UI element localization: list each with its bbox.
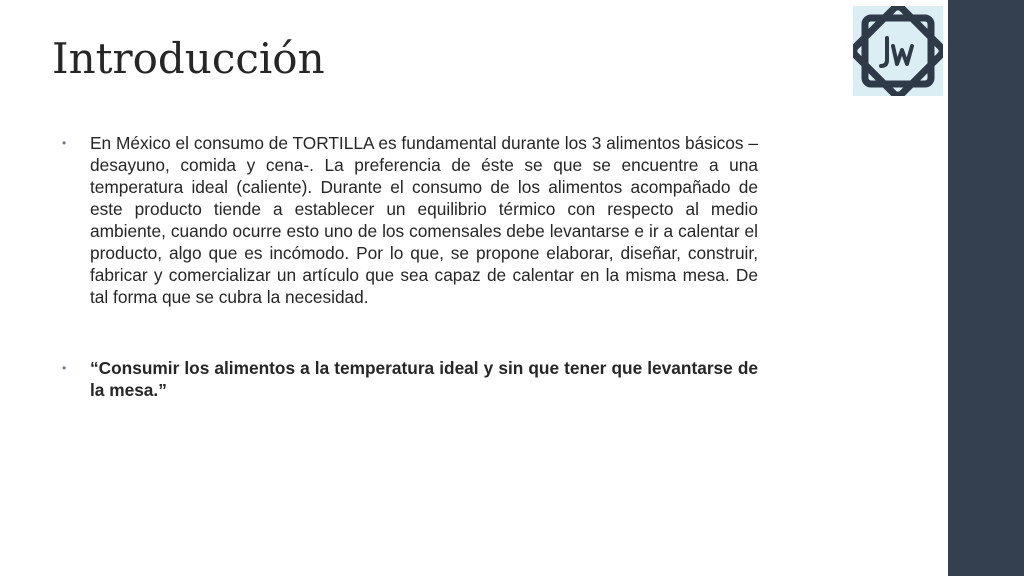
bullet-icon: • — [62, 361, 67, 375]
bullet-list — [62, 132, 758, 401]
bullet-item-quote — [62, 357, 758, 401]
bullet-text-quote: “Consumir los alimentos a la temperatura ideal y sin que tener que levantarse de la mesa.” — [90, 358, 758, 400]
jw-logo — [853, 6, 943, 96]
bullet-icon: • — [62, 136, 67, 150]
slide-title: Introducción — [52, 34, 325, 83]
bullet-item-intro — [62, 132, 758, 308]
bullet-text-intro: En México el consumo de TORTILLA es fundamental durante los 3 alimentos básicos –desayuno, comida y cena-. La preferencia de éste se que se encuentre a una temperatura ideal (caliente). Durante el consumo de los alimentos acompañado de este producto tiende a establecer un equilibrio térmico con respecto al medio ambiente, cuando ocurre esto uno de los comensales debe levantarse e ir a calentar el producto, algo que es incómodo. Por lo que, se propone elaborar, diseñar, construir, fabricar y comercializar un artículo que sea capaz de calentar en la misma mesa. De tal forma que se cubra la necesidad. — [90, 133, 758, 307]
jw-logo-mark — [853, 6, 943, 96]
side-accent-bar — [948, 0, 1024, 576]
